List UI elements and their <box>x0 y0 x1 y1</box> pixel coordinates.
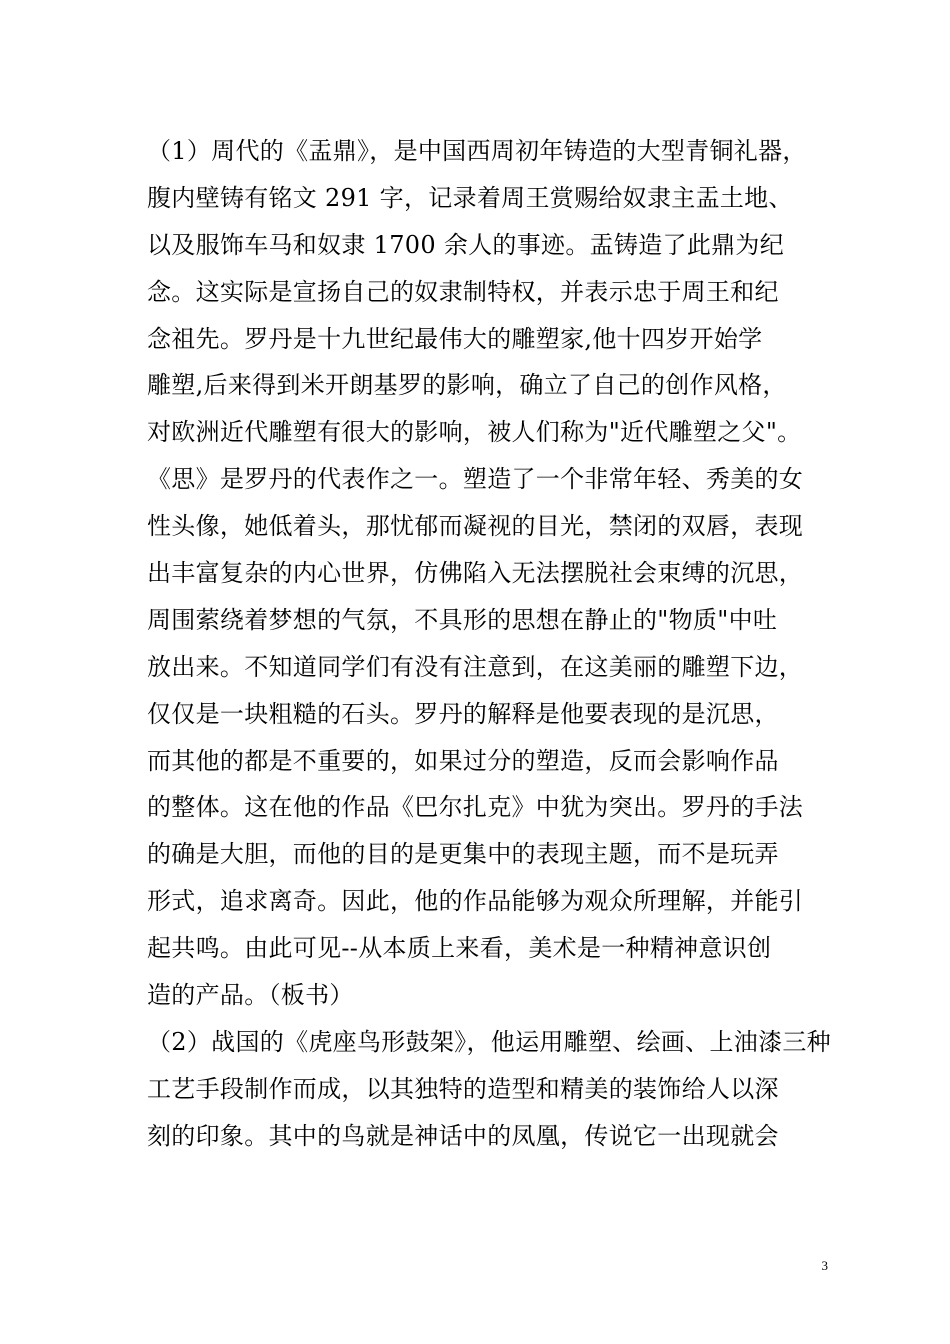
text-line: （1）周代的《盂鼎》，是中国西周初年铸造的大型青铜礼器， <box>147 137 807 165</box>
text-line: 起共鸣。由此可见--从本质上来看，美术是一种精神意识创 <box>147 934 772 963</box>
text-line: 念。这实际是宣扬自己的奴隶制特权，并表示忠于周王和纪 <box>147 277 779 306</box>
text-line: 刻的印象。其中的鸟就是神话中的凤凰，传说它一出现就会 <box>147 1121 779 1150</box>
text-line: 念祖先。罗丹是十九世纪最伟大的雕塑家,他十四岁开始学 <box>147 324 763 353</box>
text-line: 的整体。这在他的作品《巴尔扎克》中犹为突出。罗丹的手法 <box>147 793 804 822</box>
text-line: 周围萦绕着梦想的气氛，不具形的思想在静止的"物质"中吐 <box>147 605 778 634</box>
text-line: 出丰富复杂的内心世界，仿佛陷入无法摆脱社会束缚的沉思， <box>147 559 804 588</box>
text-line: 工艺手段制作而成，以其独特的造型和精美的装饰给人以深 <box>147 1074 779 1103</box>
text-line: 的确是大胆，而他的目的是更集中的表现主题，而不是玩弄 <box>147 840 779 869</box>
text-line: 形式，追求离奇。因此，他的作品能够为观众所理解，并能引 <box>147 887 804 916</box>
text-line: 雕塑,后来得到米开朗基罗的影响，确立了自己的创作风格， <box>147 371 787 400</box>
text-line: 仅仅是一块粗糙的石头。罗丹的解释是他要表现的是沉思， <box>147 699 779 728</box>
page-number: 3 <box>821 1258 828 1273</box>
text-line: 性头像，她低着头，那忧郁而凝视的目光，禁闭的双唇，表现 <box>147 512 804 541</box>
body-text <box>147 128 831 1160</box>
text-line: （2）战国的《虎座鸟形鼓架》，他运用雕塑、绘画、上油漆三种 <box>147 1027 831 1056</box>
text-line: 《思》是罗丹的代表作之一。塑造了一个非常年轻、秀美的女 <box>147 465 804 494</box>
text-line: 放出来。不知道同学们有没有注意到，在这美丽的雕塑下边， <box>147 652 804 681</box>
text-line: 对欧洲近代雕塑有很大的影响，被人们称为"近代雕塑之父"。 <box>147 418 802 447</box>
text-line: 造的产品。（板书） <box>147 981 354 1010</box>
text-line: 而其他的都是不重要的，如果过分的塑造，反而会影响作品 <box>147 746 779 775</box>
text-line: 以及服饰车马和奴隶 1700 余人的事迹。盂铸造了此鼎为纪 <box>147 230 785 259</box>
text-line: 腹内壁铸有铭文 291 字，记录着周王赏赐给奴隶主盂土地、 <box>147 183 793 212</box>
